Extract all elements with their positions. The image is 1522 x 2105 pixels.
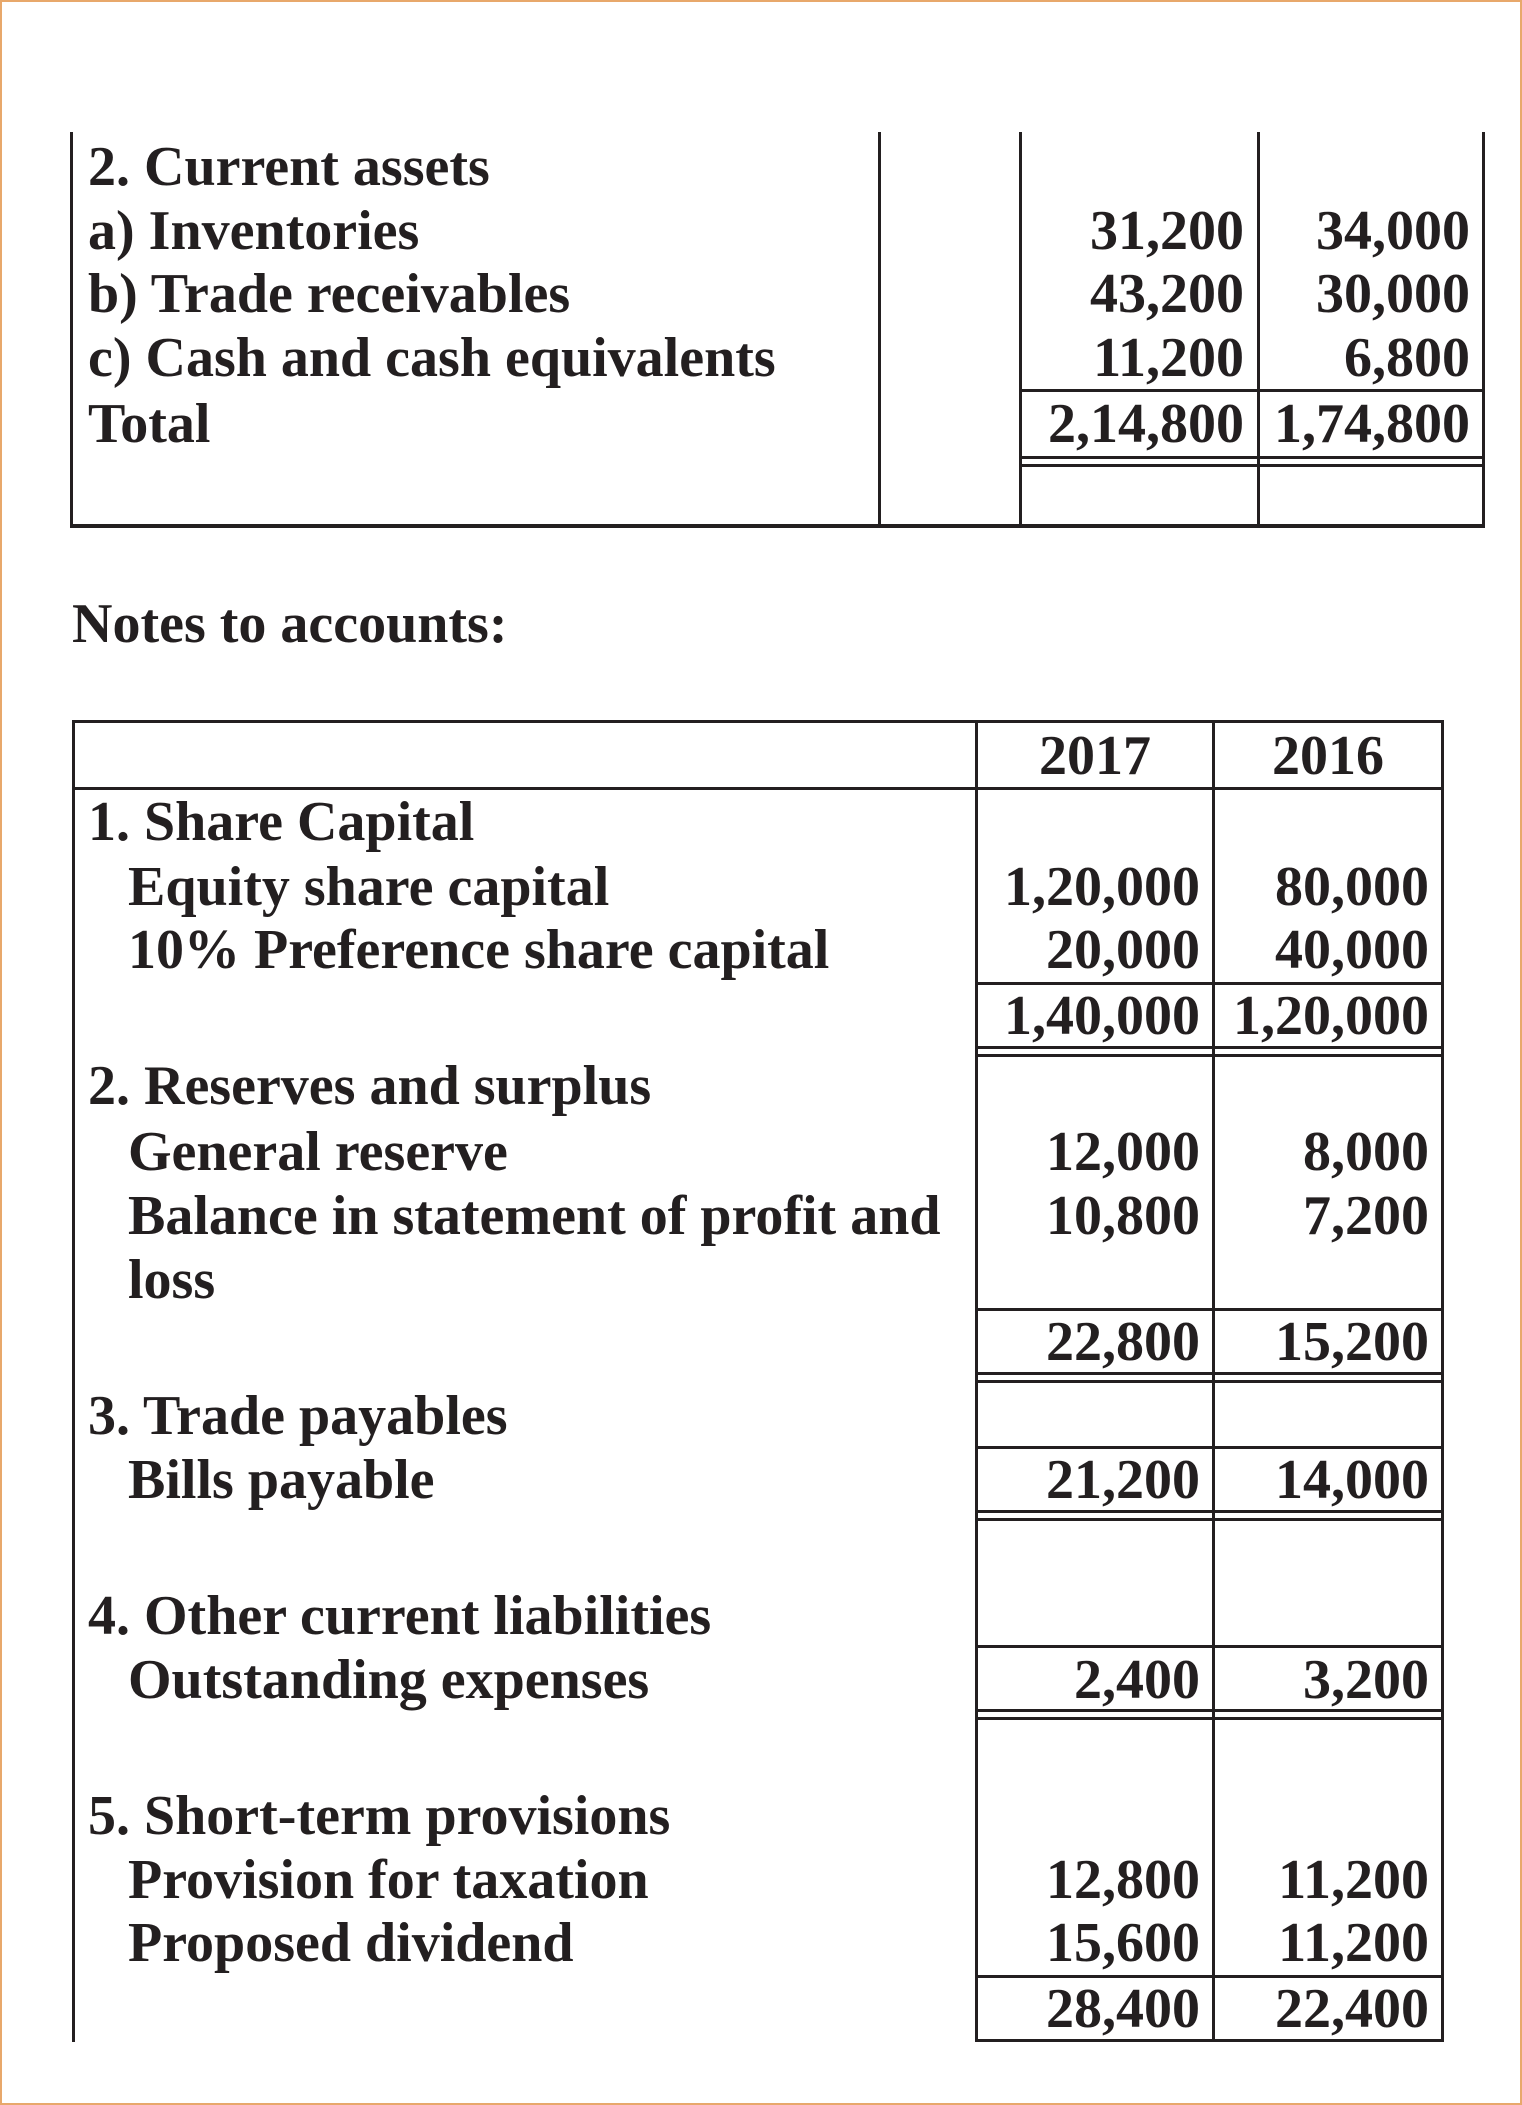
total-cell: 1,74,800 [1274, 393, 1470, 455]
value-cell: 1,20,000 [1004, 856, 1200, 918]
value-cell: 20,000 [1046, 919, 1200, 981]
table-rule [1257, 132, 1260, 528]
table-rule [70, 524, 1485, 528]
row-label: Outstanding expenses [128, 1649, 650, 1711]
value-cell: 15,600 [1046, 1912, 1200, 1974]
total-cell: 3,200 [1303, 1649, 1429, 1711]
value-cell: 10,800 [1046, 1185, 1200, 1247]
total-cell: 22,800 [1046, 1311, 1200, 1373]
total-cell: 2,400 [1074, 1649, 1200, 1711]
row-label: c) Cash and cash equivalents [88, 327, 776, 389]
table-rule [72, 720, 75, 790]
row-label: Provision for taxation [128, 1849, 649, 1911]
total-cell: 15,200 [1275, 1311, 1429, 1373]
total-cell: 21,200 [1046, 1449, 1200, 1511]
row-label: General reserve [128, 1121, 508, 1183]
row-label: Proposed dividend [128, 1912, 574, 1974]
year-header: 2017 [1039, 725, 1151, 787]
notes-title: Notes to accounts: [72, 593, 508, 655]
value-cell: 8,000 [1303, 1121, 1429, 1183]
value-cell: 12,800 [1046, 1849, 1200, 1911]
total-label: Total [88, 393, 211, 455]
row-label: a) Inventories [88, 200, 420, 262]
total-cell: 22,400 [1275, 1978, 1429, 2040]
row-label-continued: loss [128, 1249, 216, 1311]
total-cell: 14,000 [1275, 1449, 1429, 1511]
total-cell: 28,400 [1046, 1978, 1200, 2040]
table-rule [1019, 456, 1485, 459]
value-cell: 12,000 [1046, 1121, 1200, 1183]
total-cell: 2,14,800 [1048, 393, 1244, 455]
value-cell: 7,200 [1303, 1185, 1429, 1247]
section-heading: 3. Trade payables [88, 1385, 508, 1447]
year-header: 2016 [1272, 725, 1384, 787]
section-heading: 2. Reserves and surplus [88, 1055, 652, 1117]
value-cell: 43,200 [1090, 263, 1244, 325]
value-cell: 80,000 [1275, 856, 1429, 918]
table-rule [975, 1380, 1444, 1383]
value-cell: 31,200 [1090, 200, 1244, 262]
row-label: Balance in statement of profit and [128, 1185, 941, 1247]
value-cell: 34,000 [1316, 200, 1470, 262]
value-cell: 30,000 [1316, 263, 1470, 325]
total-cell: 1,40,000 [1004, 985, 1200, 1047]
section-heading: 5. Short-term provisions [88, 1785, 671, 1847]
table-rule [1482, 132, 1485, 528]
table-rule [975, 1717, 1444, 1720]
section-heading: 1. Share Capital [88, 791, 475, 853]
value-cell: 11,200 [1278, 1849, 1429, 1911]
value-cell: 11,200 [1093, 327, 1244, 389]
value-cell: 6,800 [1344, 327, 1470, 389]
value-cell: 40,000 [1275, 919, 1429, 981]
value-cell: 11,200 [1278, 1912, 1429, 1974]
row-label: Equity share capital [128, 856, 610, 918]
table-rule [878, 132, 881, 528]
table-rule [975, 1518, 1444, 1521]
row-label: 10% Preference share capital [128, 919, 830, 981]
section-heading: 2. Current assets [88, 136, 490, 198]
table-rule [1019, 132, 1022, 528]
table-rule [1019, 464, 1485, 467]
table-rule [975, 1054, 1444, 1057]
total-cell: 1,20,000 [1233, 985, 1429, 1047]
row-label: b) Trade receivables [88, 263, 571, 325]
table-rule [70, 132, 73, 528]
section-heading: 4. Other current liabilities [88, 1585, 712, 1647]
table-rule [72, 720, 1444, 723]
row-label: Bills payable [128, 1449, 435, 1511]
table-rule [72, 790, 75, 2042]
